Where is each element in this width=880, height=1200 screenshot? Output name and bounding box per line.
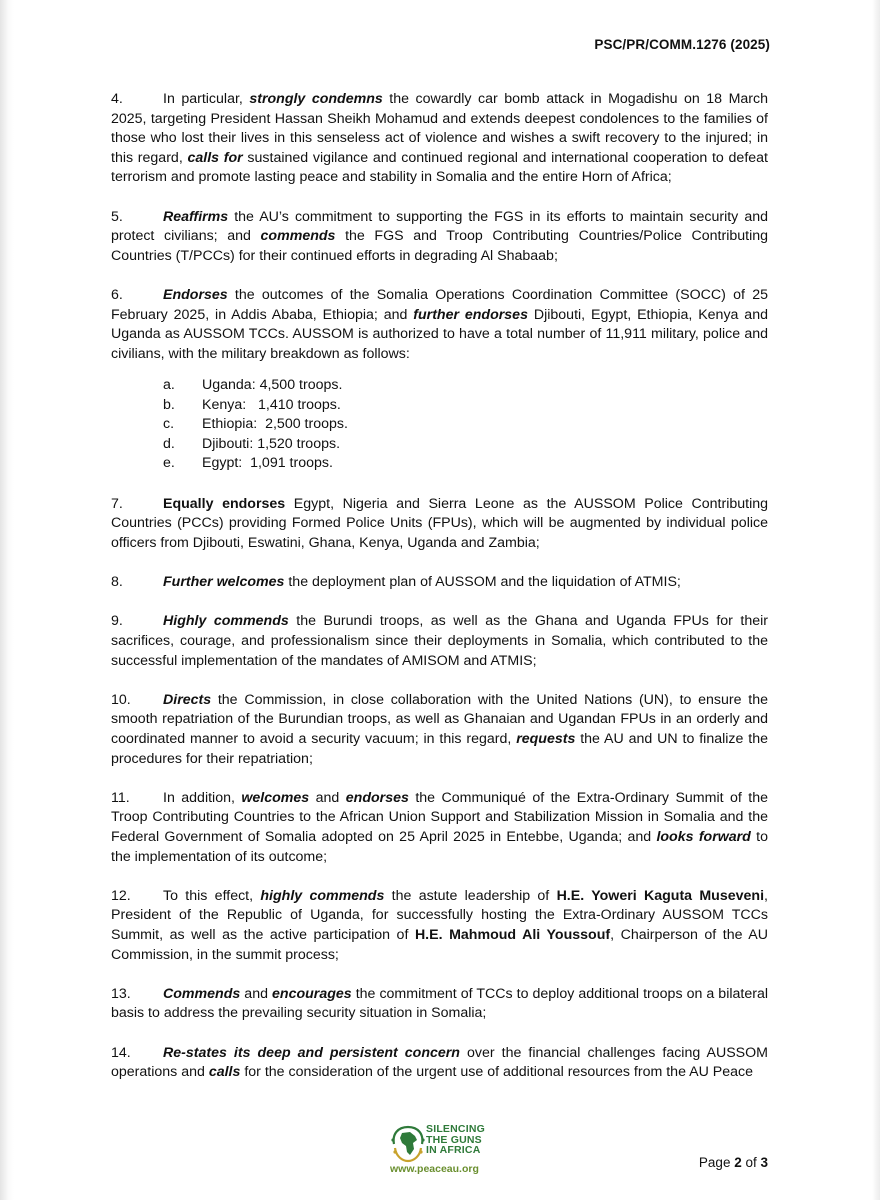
logo-wordmark [426,1124,485,1156]
paragraph-text: the outcomes of the Somalia Operations Coordination Committee (SOCC) of 25 February 2025, in Addis Ababa, Ethiopia; and [111,286,768,323]
page-total: 3 [760,1155,768,1170]
paragraph-text: over the financial challenges facing AUSSOM operations and [111,1044,768,1081]
website-url: www.peaceau.org [390,1163,479,1175]
paragraph-text: , Chairperson of the AU Commission, in the summit process; [111,926,768,963]
list-item [111,376,768,396]
emphasis-text: H.E. Yoweri Kaguta Museveni [556,887,765,904]
logo-line: IN AFRICA [426,1144,481,1156]
page-current: 2 [734,1155,742,1170]
paragraph-text: Egypt, Nigeria and Sierra Leone as the AUSSOM Police Contributing Countries (PCCs) providing Formed Police Units (FPUs), which will be augmented by individual police officers from Djibouti, Eswatini, Ghana, Kenya, Uganda and Zambia; [111,495,769,552]
paragraph-number: 9. [111,613,123,630]
paragraph [111,286,768,364]
paragraph-text: the deployment plan of AUSSOM and the liquidation of ATMIS; [284,574,681,591]
paragraph-number: 7. [111,495,123,512]
paragraph-text: In addition, [163,789,242,806]
operative-keyword: encourages [272,985,352,1002]
paragraph-text: and [240,985,273,1002]
list-item-letter: e. [163,455,175,472]
list-item-letter: b. [163,396,175,413]
operative-keyword: further endorses [413,306,528,323]
paragraph-text: the Commission, in close collaboration with the United Nations (UN), to ensure the smooth repatriation of the Burundian troops, as well as Ghanaian and Ugandan FPUs in an orderly and coordinated manner to avoid a security vacuum; in this regard, [111,691,768,747]
paragraph-text: the AU’s commitment to supporting the FGS in its efforts to maintain security and protect civilians; and [111,208,768,245]
operative-keyword: strongly condemns [249,91,383,107]
operative-keyword: Highly commends [163,613,289,630]
emphasis-text: Equally endorses [163,495,286,512]
list-item-letter: c. [163,416,175,433]
operative-keyword: Commends [163,985,241,1002]
paragraph-text: the commitment of TCCs to deploy additional troops on a bilateral basis to address the prevailing security situation in Somalia; [111,985,768,1022]
paragraph-number: 5. [111,208,123,225]
paragraph-number: 6. [111,286,123,303]
operative-keyword: commends [260,228,336,245]
list-item-text: Ethiopia: 2,500 troops. [202,416,348,433]
list-item-text: Djibouti: 1,520 troops. [202,435,341,452]
paragraph-number: 14. [111,1044,131,1061]
paragraph [111,612,768,671]
paragraph-number: 4. [111,91,123,107]
operative-keyword: requests [516,731,576,747]
document-reference: PSC/PR/COMM.1276 (2025) [594,37,770,52]
paragraph-text: for the consideration of the urgent use of additional resources from the AU Peace [240,1064,754,1081]
list-item [111,396,768,416]
page-of: of [741,1155,761,1170]
operative-keyword: highly commends [260,887,385,904]
paragraph [111,789,768,867]
paragraph-text: the Burundi troops, as well as the Ghana and Uganda FPUs for their sacrifices, courage, and professionalism since their deployments in Somalia, which contributed to the successful implementation of the mandates of AMISOM and ATMIS; [111,613,768,669]
paragraph-text: the cowardly car bomb attack in Mogadishu on 18 March 2025, targeting President Hassan Sheikh Mohamud and extends deepest condolences to the families of those who lost their lives in this senseless act of violence and wishes a swift recovery to the injured; in this regard, [111,91,768,166]
paragraph-number: 10. [111,691,131,708]
paragraph-number: 11. [111,789,130,806]
paragraph-text: To this effect, [163,887,261,904]
list-item [111,415,768,435]
operative-keyword: calls [208,1064,241,1081]
operative-keyword: welcomes [241,789,310,806]
paragraph-text: the astute leadership of [384,887,557,904]
africa-emblem-icon [388,1122,428,1166]
paragraph [111,208,768,267]
paragraph-text: the Communiqué of the Extra-Ordinary Summit of the Troop Contributing Countries to the African Union Support and Stabilization Mission in Somalia and the Federal Government of Somalia adopted on 25 April 2025 in Entebbe, Uganda; and [111,789,768,845]
operative-keyword: Directs [163,691,212,708]
list-item-letter: d. [163,435,175,452]
paragraph-text: Djibouti, Egypt, Ethiopia, Kenya and Uganda as AUSSOM TCCs. AUSSOM is authorized to have a total number of 11,911 military, police and civilians, with the military breakdown as follows: [111,306,768,362]
operative-keyword: Endorses [163,286,228,303]
paragraph [111,887,768,965]
troop-breakdown-list [111,376,768,474]
silencing-the-guns-logo [388,1122,500,1176]
paragraph-text: and [309,789,346,806]
list-item-text: Uganda: 4,500 troops. [202,376,343,393]
operative-keyword: endorses [345,789,409,806]
operative-keyword: Further welcomes [163,574,285,591]
page-edge-shadow-right [872,0,880,1200]
paragraph [111,573,768,593]
page-prefix: Page [698,1155,735,1170]
paragraph-number: 12. [111,887,131,904]
list-item-text: Egypt: 1,091 troops. [202,455,333,472]
operative-keyword: Re-states its deep and persistent concern [163,1044,460,1061]
logo-line: THE GUNS [426,1133,482,1146]
page-edge-shadow [0,0,14,1200]
paragraph [111,495,768,554]
communique-body [111,90,768,1102]
list-item-letter: a. [163,376,175,393]
operative-keyword: looks forward [656,828,751,845]
paragraph [111,90,768,188]
list-item-text: Kenya: 1,410 troops. [202,396,341,413]
operative-keyword: calls for [187,149,243,166]
list-item [111,435,768,455]
page-number [699,1155,768,1170]
paragraph-number: 13. [111,985,131,1002]
paragraph-text: to the implementation of its outcome; [111,828,768,865]
paragraph [111,985,768,1024]
paragraph-text: the AU and UN to finalize the procedures for their repatriation; [111,731,768,767]
paragraph-number: 8. [111,574,123,591]
paragraph [111,691,768,769]
operative-keyword: Reaffirms [163,208,229,225]
logo-line: SILENCING [426,1123,485,1135]
paragraph-text: , President of the Republic of Uganda, for successfully hosting the Extra-Ordinary AUSSOM TCCs Summit, as well as the active participation of [111,887,768,943]
paragraph-text: In particular, [163,91,250,107]
paragraph [111,1044,768,1083]
paragraph-text: the FGS and Troop Contributing Countries/Police Contributing Countries (T/PCCs) for their continued efforts in degrading Al Shabaab; [111,228,768,264]
list-item [111,454,768,474]
paragraph-text: sustained vigilance and continued regional and international cooperation to defeat terrorism and promote lasting peace and stability in Somalia and the entire Horn of Africa; [111,149,768,186]
emphasis-text: H.E. Mahmoud Ali Youssouf [414,926,611,943]
